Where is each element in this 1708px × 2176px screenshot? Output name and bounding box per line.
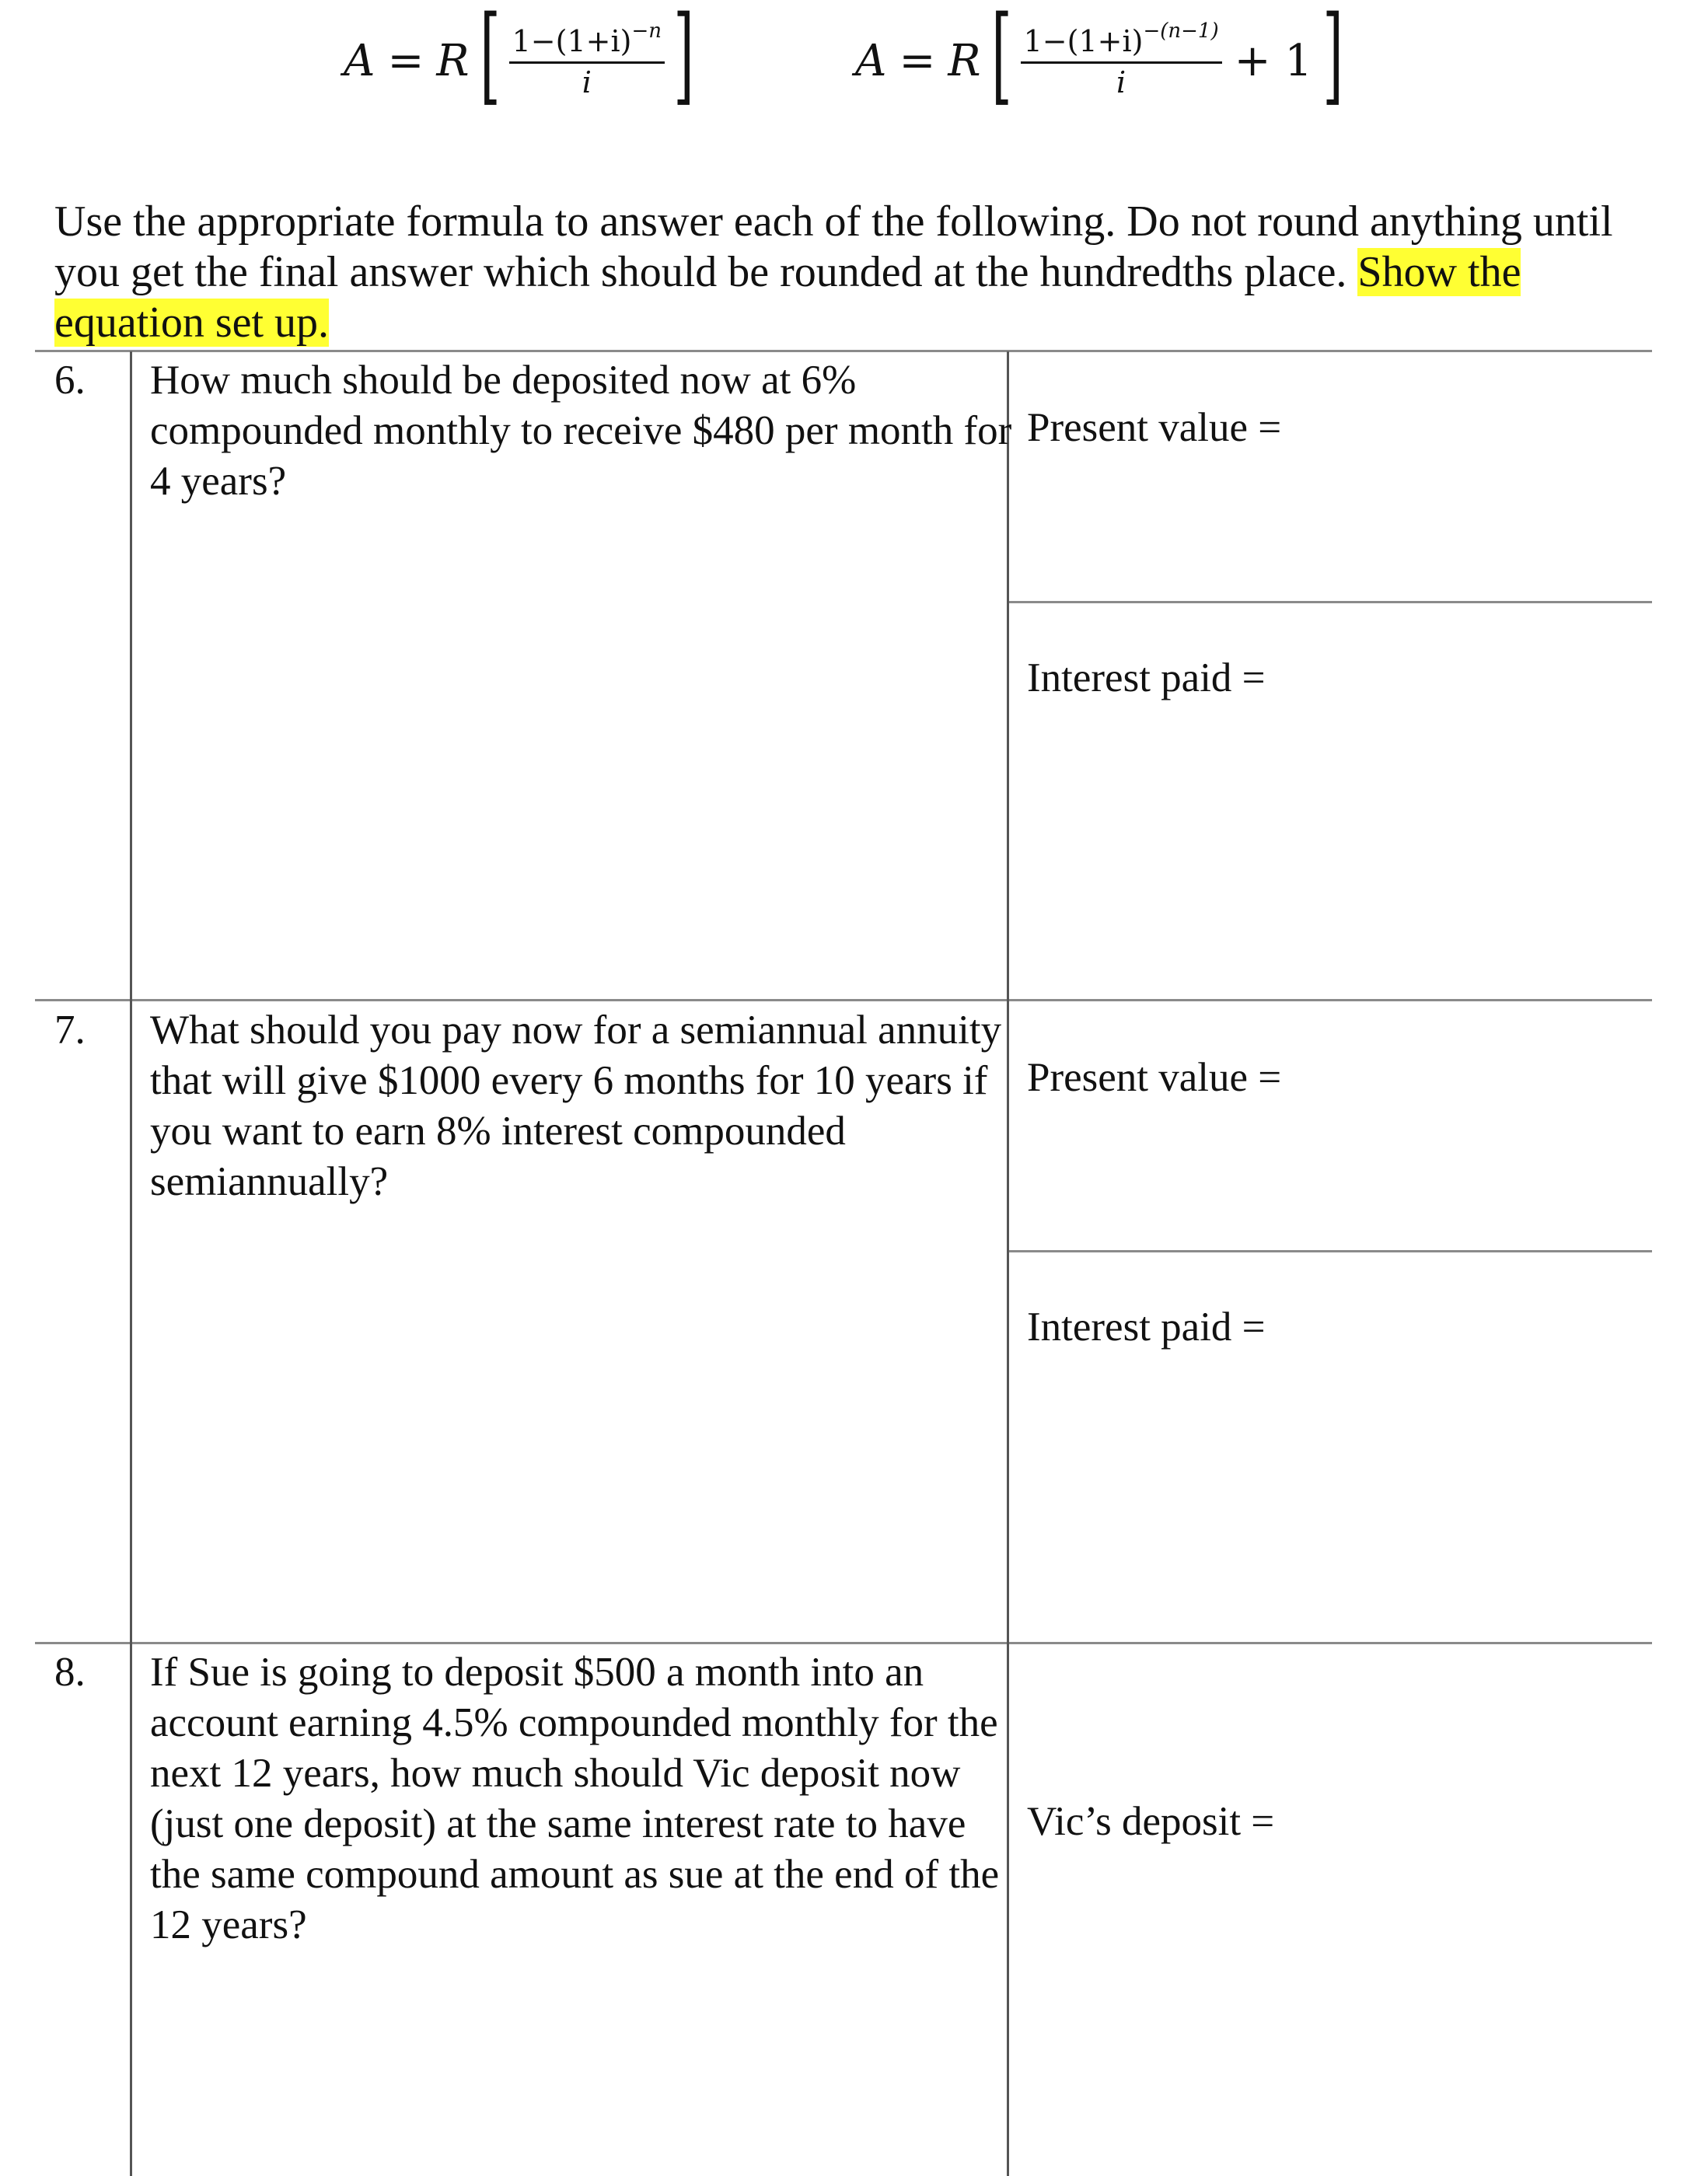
formula-numerator: $1-(1+i)^{-n}$ — [509, 20, 665, 64]
table-top-border — [35, 350, 1652, 352]
left-bracket: [ — [990, 0, 1012, 117]
formula-factor: R — [948, 35, 981, 86]
formula-denominator: i — [1116, 65, 1126, 100]
ordinary-annuity-formula — [344, 0, 704, 117]
formula-equals: = — [387, 35, 424, 86]
question-number: 8. — [54, 1650, 86, 1695]
formula-numerator: $1-(1+i)^{-(n-1)}$ — [1021, 20, 1222, 64]
instructions-text: Use the appropriate formula to answer each of the following. Do not round anything until you get the final answer which should be rounded at the hundredths place. — [54, 197, 1613, 296]
table-row-divider-7 — [35, 999, 1652, 1001]
answer-divider-6 — [1008, 601, 1652, 603]
formula-exponent: −(n−1) — [1143, 19, 1219, 44]
interest-paid-label: Interest paid = — [1027, 655, 1266, 700]
formula-lhs: A — [855, 35, 887, 86]
present-value-label: Present value = — [1027, 1055, 1282, 1100]
vics-deposit-label: Vic’s deposit = — [1027, 1799, 1275, 1844]
question-text: What should you pay now for a semiannual annuity that will give $1000 every 6 months for 10 years if you want to earn 8% interest compounded semiannually? — [150, 1008, 1002, 1204]
present-value-label: Present value = — [1027, 405, 1282, 450]
formula-equals: = — [899, 35, 936, 86]
right-bracket: ] — [673, 0, 694, 117]
formula-lhs: A — [344, 35, 375, 86]
answer-divider-7 — [1008, 1250, 1652, 1252]
highlighted-instruction: Show the equation set up. — [54, 248, 1521, 347]
formula-exponent: −n — [631, 19, 662, 44]
formula-denominator: i — [582, 65, 592, 100]
annuity-due-formula — [855, 0, 1353, 117]
question-text: How much should be deposited now at 6% compounded monthly to receive $480 per month for 4 years? — [150, 358, 1012, 504]
question-text: If Sue is going to deposit $500 a month into an account earning 4.5% compounded monthly for the next 12 years, how much should Vic deposit now (just one deposit) at the same interest rate to have the same compound amount as sue at the end of the 12 years? — [150, 1650, 1000, 1947]
number-column-divider — [130, 351, 132, 2176]
left-bracket: [ — [479, 0, 501, 117]
formula-fraction — [1021, 20, 1222, 100]
formula-factor: R — [436, 35, 470, 86]
instructions-paragraph — [54, 197, 1656, 348]
question-number: 7. — [54, 1008, 86, 1053]
table-row-divider-8 — [35, 1642, 1652, 1644]
formula-fraction — [509, 20, 665, 100]
interest-paid-label: Interest paid = — [1027, 1305, 1266, 1350]
right-bracket: ] — [1322, 0, 1343, 117]
formula-plus-one: + 1 — [1234, 35, 1312, 86]
question-number: 6. — [54, 358, 86, 403]
